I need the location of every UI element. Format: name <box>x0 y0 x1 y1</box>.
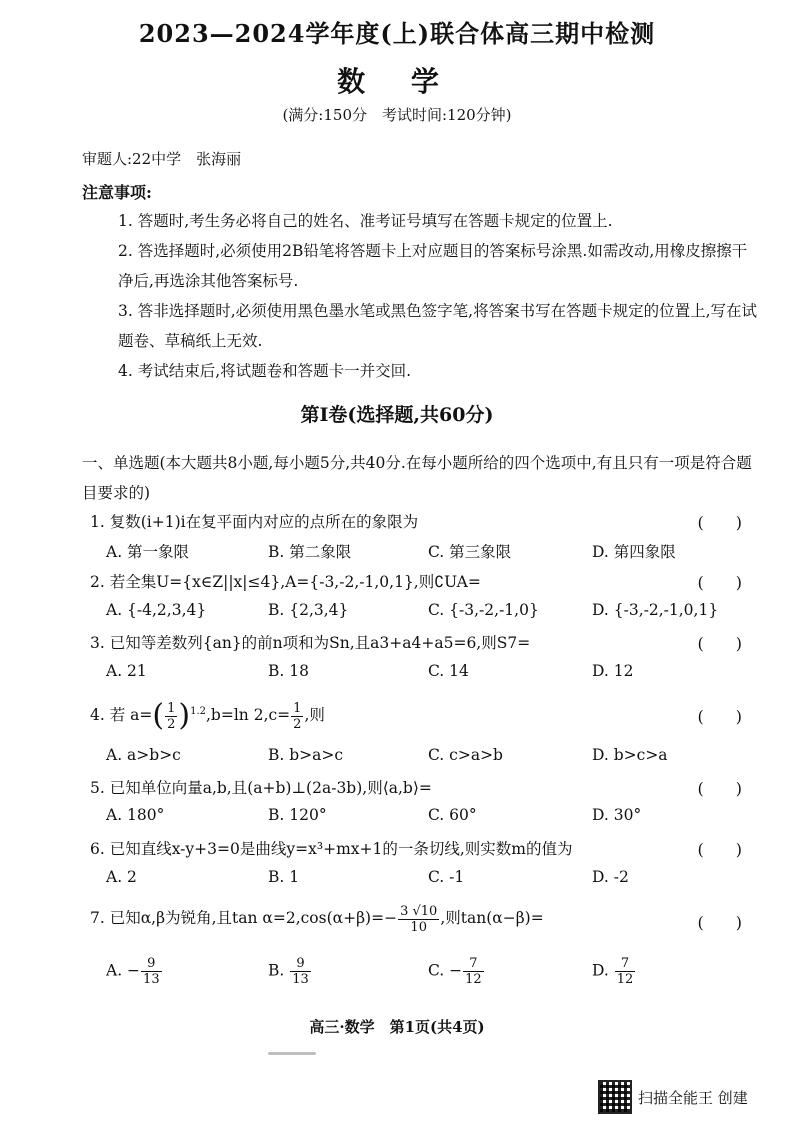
notice-item-1: 1. 答题时,考生务必将自己的姓名、准考证号填写在答题卡规定的位置上. <box>118 212 613 230</box>
question-2-stem: 2. 若全集U={x∈Z||x|≤4},A={-3,-2,-1,0,1},则∁UA= <box>90 573 481 591</box>
q3-option-b: B. 18 <box>268 662 309 680</box>
q6-option-a: A. 2 <box>106 868 137 886</box>
q1-option-a: A. 第一象限 <box>106 543 190 561</box>
q2-option-c: C. {-3,-2,-1,0} <box>428 601 539 619</box>
answer-paren: ( ) <box>697 913 742 932</box>
q7-option-b: B. $\frac{9}{13}$ <box>268 956 309 987</box>
q2-option-d: D. {-3,-2,-1,0,1} <box>592 601 719 619</box>
answer-paren: ( ) <box>697 779 742 798</box>
q4-open-paren: ( <box>152 698 165 734</box>
notice-item-4: 4. 考试结束后,将试题卷和答题卡一并交回. <box>118 362 412 380</box>
q6-option-c: C. -1 <box>428 868 465 886</box>
watermark-text: 扫描全能王 创建 <box>638 1088 748 1107</box>
q7-stem-pre: 7. 已知α,β为锐角,且tan α=2,cos(α+β)=− <box>90 909 398 927</box>
q7-stem-post: ,则tan(α−β)= <box>440 909 544 927</box>
q3-option-d: D. 12 <box>592 662 634 680</box>
q5-option-b: B. 120° <box>268 806 327 824</box>
q4-stem-post: ,则 <box>304 706 325 725</box>
q2-option-b: B. {2,3,4} <box>268 601 349 619</box>
q1-option-d: D. 第四象限 <box>592 543 676 561</box>
question-3-stem: 3. 已知等差数列{an}的前n项和为Sn,且a3+a4+a5=6,则S7= <box>90 634 531 652</box>
question-1-stem: 1. 复数(i+1)i在复平面内对应的点所在的象限为 <box>90 513 419 531</box>
q3-option-a: A. 21 <box>106 662 147 680</box>
q4-close-paren: ) <box>178 698 191 734</box>
answer-paren: ( ) <box>697 707 742 726</box>
q7-option-a: A. − $\frac{9}{13}$ <box>106 956 160 987</box>
notice-item-3: 3. 答非选择题时,必须使用黑色墨水笔或黑色签字笔,将答案书写在答题卡规定的位置上,写在试题卷、草稿纸上无效. <box>118 302 757 350</box>
q6-option-b: B. 1 <box>268 868 300 886</box>
question-5-stem: 5. 已知单位向量a,b,且(a+b)⊥(2a-3b),则⟨a,b⟩= <box>90 779 432 797</box>
q5-option-d: D. 30° <box>592 806 642 824</box>
exam-title: 2023—2024学年度(上)联合体高三期中检测 <box>138 19 656 48</box>
single-choice-intro: 一、单选题(本大题共8小题,每小题5分,共40分.在每小题所给的四个选项中,有且只有一项是符合题目要求的) <box>82 454 752 502</box>
q7-option-d: D. $\frac{7}{12}$ <box>592 956 634 987</box>
q4-option-c: C. c>a>b <box>428 746 503 764</box>
q4-half-fraction: $\frac{1}{2}$ <box>167 700 176 732</box>
answer-paren: ( ) <box>697 513 742 532</box>
scanner-watermark <box>598 1080 748 1114</box>
q4-stem-pre: 4. 若 a= <box>90 706 153 725</box>
section-heading: 第Ⅰ卷(选择题,共60分) <box>300 404 494 426</box>
q4-exponent: 1.2 <box>190 706 206 717</box>
q4-option-a: A. a>b>c <box>106 746 181 764</box>
q1-option-c: C. 第三象限 <box>428 543 512 561</box>
question-7-stem <box>90 896 730 940</box>
answer-paren: ( ) <box>697 573 742 592</box>
answer-paren: ( ) <box>697 840 742 859</box>
q4-c-fraction: $\frac{1}{2}$ <box>293 700 302 732</box>
q5-option-c: C. 60° <box>428 806 477 824</box>
q5-option-a: A. 180° <box>106 806 165 824</box>
q3-option-c: C. 14 <box>428 662 469 680</box>
q7-option-c: C. − $\frac{7}{12}$ <box>428 956 482 987</box>
q4-option-b: B. b>a>c <box>268 746 344 764</box>
qr-code-icon <box>598 1080 632 1114</box>
notice-heading: 注意事项: <box>82 183 152 202</box>
score-info: (满分:150分 考试时间:120分钟) <box>282 106 512 124</box>
subject-title: 数 学 <box>337 65 457 98</box>
q6-option-d: D. -2 <box>592 868 629 886</box>
q4-stem-mid: ,b=ln 2,c= <box>206 706 291 725</box>
scan-smudge <box>268 1052 316 1055</box>
q2-option-a: A. {-4,2,3,4} <box>106 601 207 619</box>
q7-cos-fraction: $\frac{3 √10}{10}$ <box>400 903 438 935</box>
question-4-stem <box>90 690 730 738</box>
reviewer: 审题人:22中学 张海丽 <box>82 150 242 168</box>
question-6-stem: 6. 已知直线x-y+3=0是曲线y=x³+mx+1的一条切线,则实数m的值为 <box>90 840 573 858</box>
q4-option-d: D. b>c>a <box>592 746 668 764</box>
answer-paren: ( ) <box>697 634 742 653</box>
page-footer: 高三·数学 第1页(共4页) <box>309 1018 485 1036</box>
notice-item-2: 2. 答选择题时,必须使用2B铅笔将答题卡上对应题目的答案标号涂黑.如需改动,用橡皮擦擦干净后,再选涂其他答案标号. <box>118 242 748 290</box>
q1-option-b: B. 第二象限 <box>268 543 352 561</box>
